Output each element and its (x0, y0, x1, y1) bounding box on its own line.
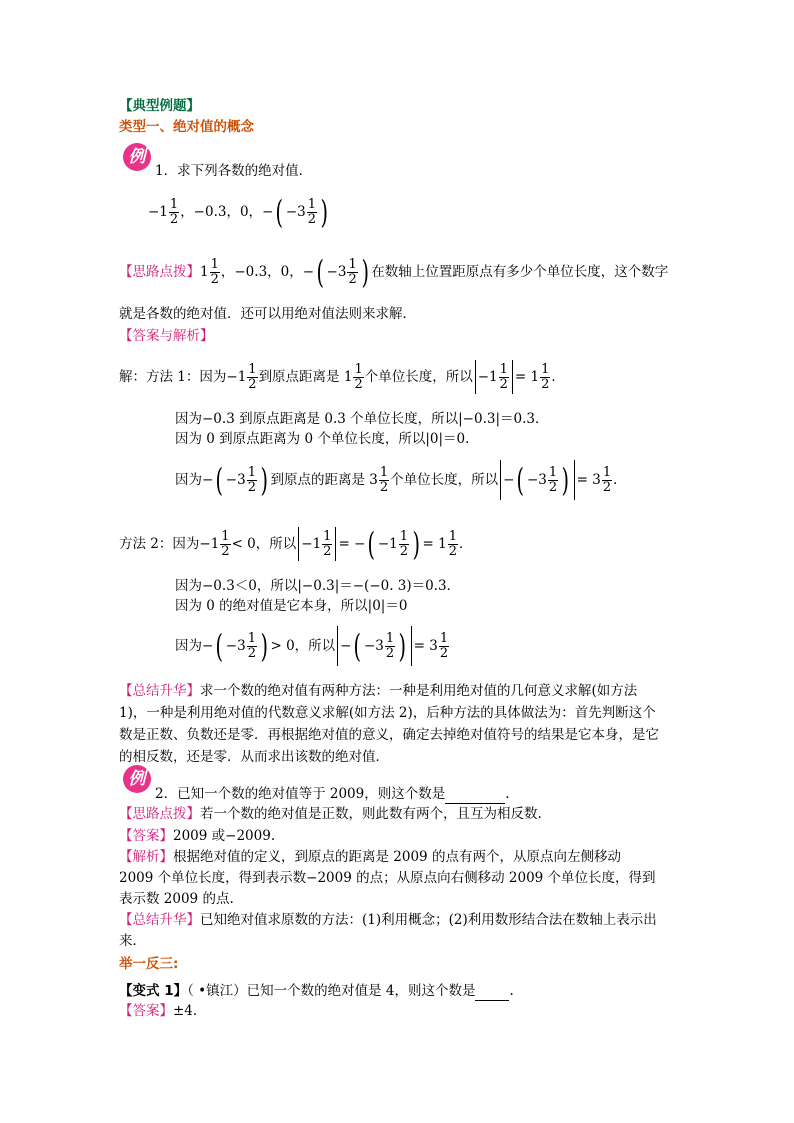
method2-line4: 因为− ( −3 $\frac{1}{2}$ ) > 0，所以 − ( −3 $\frac{1}{2}$ ) = 3 $\frac{1}{2}$ (175, 627, 449, 665)
method2-line3: 因为 0 的绝对值是它本身，所以|0|＝0 (175, 598, 408, 614)
q1-number-list: −1 $\frac{1}{2}$ ，−0.3，0，− ( −3 $\frac{1}{2}$ ) (148, 193, 329, 231)
hint-tag: 【思路点拨】 (119, 264, 200, 280)
example-badge: 例 (123, 143, 151, 171)
q1-hint: 【思路点拨】 1 $\frac{1}{2}$ ，−0.3，0，− ( −3 $\frac{1}{2}$ ) 在数轴上位置距原点有多少个单位长度，这个数字 (119, 253, 669, 291)
section-header: 【典型例题】 (119, 98, 200, 114)
method2-line2: 因为−0.3＜0，所以|−0.3|＝−(−0. 3)＝0.3． (175, 578, 461, 594)
practice-title: 举一反三: (119, 956, 179, 972)
method1-line4: 因为− ( −3 $\frac{1}{2}$ ) 到原点的距离是 3 $\frac{1}{2}$ 个单位长度，所以 − ( −3 $\frac{1}{2}$ ) = 3 $\frac{1}{2}$ ． (175, 461, 627, 499)
q2-hint: 【思路点拨】若一个数的绝对值是正数，则此数有两个，且互为相反数. (119, 806, 542, 822)
q1-hint-line2: 就是各数的绝对值．还可以用绝对值法则来求解． (119, 306, 416, 322)
answer-analysis-tag: 【答案与解析】 (119, 328, 214, 344)
variant-1-answer: 【答案】±4. (119, 1003, 198, 1019)
q2-summary: 【总结升华】已知绝对值求原数的方法：(1)利用概念；(2)利用数形结合法在数轴上表示出来． (119, 912, 657, 949)
q1-stem: 1．求下列各数的绝对值． (155, 163, 313, 179)
method1-line3: 因为 0 到原点距离为 0 个单位长度，所以|0|＝0． (175, 431, 479, 447)
q1-summary: 【总结升华】求一个数的绝对值有两种方法：一种是利用绝对值的几何意义求解(如方法 1)，一种是利用绝对值的代数意义求解(如方法 2)，后种方法的具体做法为：首先判断这个数是正数、负数还是零．再根据绝对值的意义，确定去掉绝对值符号的结果是它本身，是它的相反数，还是零．从而求出该数的绝对值． (119, 683, 659, 765)
q2-stem: 2．已知一个数的绝对值等于 2009，则这个数是 . (155, 786, 510, 802)
q2-explanation: 【解析】根据绝对值的定义，到原点的距离是 2009 的点有两个，从原点向左侧移动 2009 个单位长度，得到表示数−2009 的点；从原点向右侧移动 2009 个单位长度，得到表示数 2009 的点. (119, 849, 656, 907)
method2-line1: 方法 2：因为−1 $\frac{1}{2}$ < 0，所以 −1 $\frac{1}{2}$ = − ( −1 $\frac{1}{2}$ ) = 1 $\frac{1}{2}$ ． (119, 525, 473, 563)
example-badge-2: 例 (123, 765, 151, 793)
method1-line1: 解：方法 1：因为−1 $\frac{1}{2}$ 到原点距离是 1 $\frac{1}{2}$ 个单位长度，所以 −1 $\frac{1}{2}$ = 1 $\frac{1}{2}$ ． (119, 357, 565, 397)
type-heading: 类型一、绝对值的概念 (119, 119, 254, 135)
method1-line2: 因为−0.3 到原点距离是 0.3 个单位长度，所以|−0.3|＝0.3． (175, 411, 549, 427)
q2-answer: 【答案】2009 或−2009. (119, 828, 276, 844)
variant-1: 【变式 1】（ •镇江）已知一个数的绝对值是 4，则这个数是 . (119, 983, 514, 999)
